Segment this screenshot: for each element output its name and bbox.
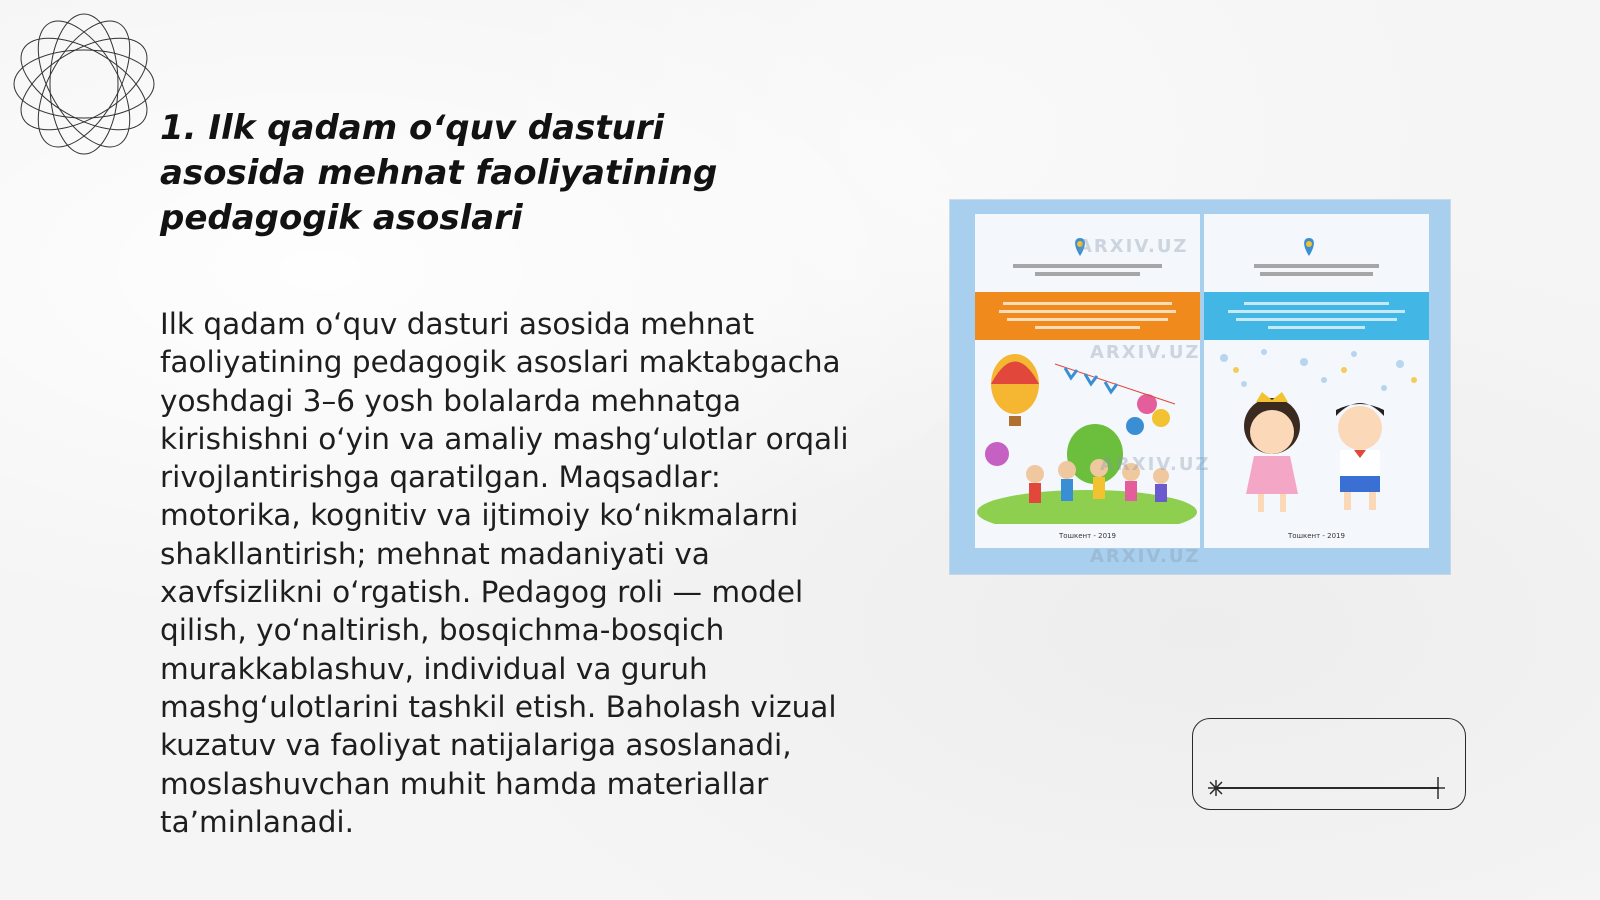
slide-title: 1. Ilk qadam oʻquv dasturi asosida mehnat faoliyatining pedagogik asoslari (160, 108, 718, 238)
plus-cross-icon (1429, 777, 1447, 799)
book-left-header (995, 264, 1180, 276)
watermark-text: ARXIV.UZ (1090, 546, 1201, 567)
book-cover-right (1204, 214, 1429, 548)
book-right-year: Тошкент - 2019 (1288, 532, 1345, 540)
book-left-title-band (975, 292, 1200, 340)
book-right-header (1224, 264, 1409, 276)
children-balloons-illustration (975, 344, 1200, 524)
book-cover-left (975, 214, 1200, 548)
decorative-frame (1192, 718, 1466, 810)
watermark-text: ARXIV.UZ (1100, 454, 1211, 475)
decorative-line (1215, 787, 1439, 789)
watermark-text: ARXIV.UZ (1090, 342, 1201, 363)
book-right-title-band (1204, 292, 1429, 340)
slide-body-text: Ilk qadam oʻquv dasturi asosida mehnat faoliyatining pedagogik asoslari maktabgacha yoshdagi 3–6 yosh bolalarda mehnatga kirishishni oʻyin va amaliy mashgʻulotlar orqali rivojlantirishga qaratilgan. Maqsadlar: motorika, kognitiv va ijtimoiy koʻnikmalarni shakllantirish; mehnat madaniyati va xavfsizlikni oʻrgatish. Pedagog roli — model qilish, yoʻnaltirish, bosqichma-bosqich murakkablashuv, individual va guruh mashgʻulotlarini tashkil etish. Baholash vizual kuzatuv va faoliyat natijalariga asoslanadi, moslashuvchan muhit hamda materiallar taʼminlanadi. (160, 307, 849, 839)
children-jumping-illustration (1204, 344, 1429, 524)
watermark-text: ARXIV.UZ (1078, 236, 1189, 257)
emblem-icon (1300, 236, 1318, 258)
books-photo (950, 200, 1450, 574)
orbit-rings-icon (10, 10, 158, 158)
book-left-year: Тошкент - 2019 (1059, 532, 1116, 540)
